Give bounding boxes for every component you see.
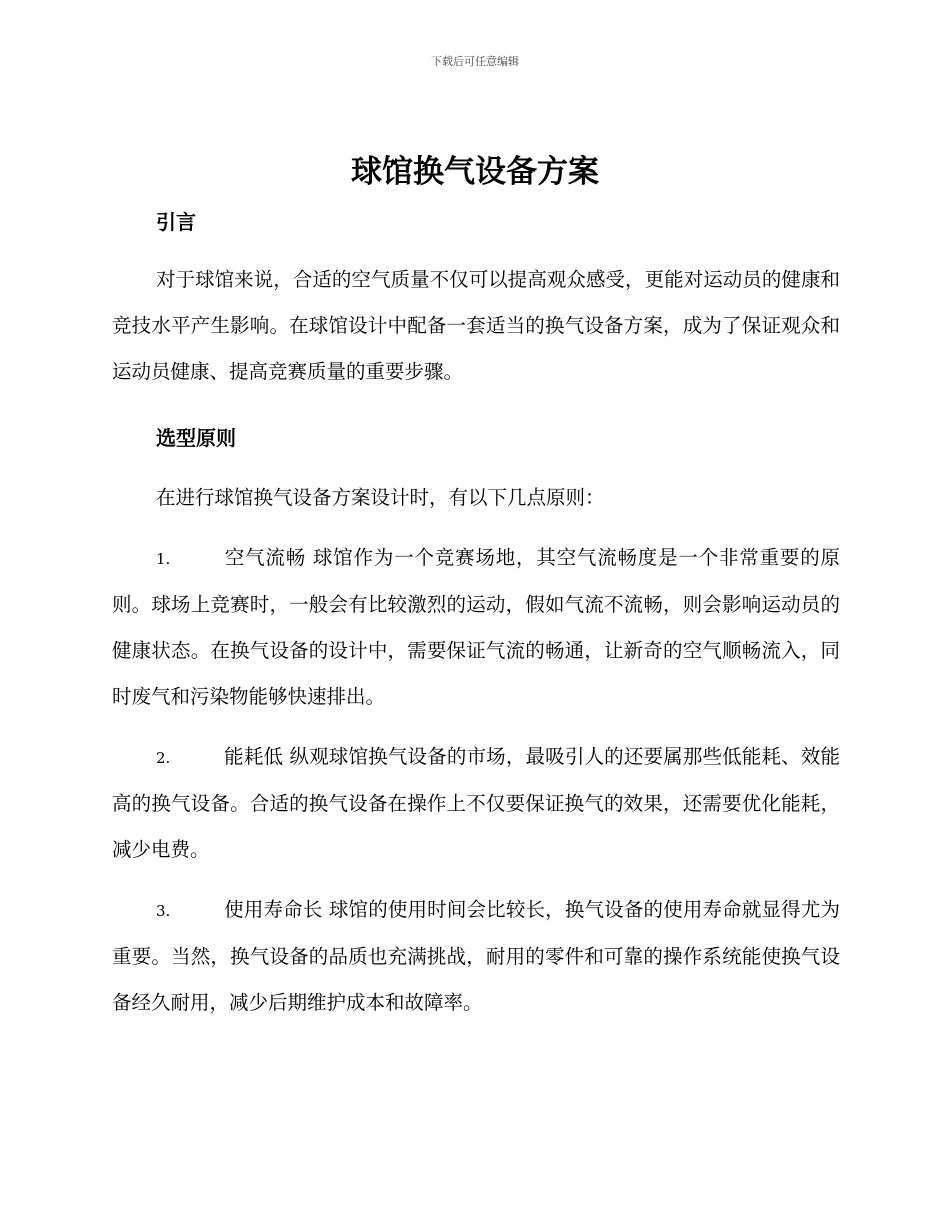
principles-heading: 选型原则 <box>156 426 236 450</box>
principle-text: 空气流畅 球馆作为一个竞赛场地，其空气流畅度是一个非常重要的原则。球场上竞赛时，一般会有比较激烈的运动，假如气流不流畅，则会影响运动员的健康状态。在换气设备的设计中，需要保证气流的畅通，让新奇的空气顺畅流入，同时废气和污染物能够快速排出。 <box>112 546 840 708</box>
principles-lead: 在进行球馆换气设备方案设计时，有以下几点原则： <box>156 486 605 509</box>
principle-item-3 <box>112 887 840 1026</box>
document-title: 球馆换气设备方案 <box>351 154 599 190</box>
principle-number: 3. <box>156 902 171 920</box>
principle-text: 使用寿命长 球馆的使用时间会比较长，换气设备的使用寿命就显得尤为重要。当然，换气设备的品质也充满挑战，耐用的零件和可靠的操作系统能使换气设备经久耐用，减少后期维护成本和故障率。 <box>112 898 840 1014</box>
principle-item-2 <box>112 734 840 873</box>
principle-number: 2. <box>156 749 171 767</box>
header-note: 下载后可任意编辑 <box>431 55 519 68</box>
intro-paragraph: 对于球馆来说，合适的空气质量不仅可以提高观众感受，更能对运动员的健康和竞技水平产生影响。在球馆设计中配备一套适当的换气设备方案，成为了保证观众和运动员健康、提高竞赛质量的重要步骤。 <box>112 268 840 383</box>
document-body <box>112 200 840 1026</box>
principle-text: 能耗低 纵观球馆换气设备的市场，最吸引人的还要属那些低能耗、效能高的换气设备。合适的换气设备在操作上不仅要保证换气的效果，还需要优化能耗，减少电费。 <box>112 745 840 861</box>
intro-heading: 引言 <box>156 210 196 234</box>
principle-number: 1. <box>156 550 171 568</box>
principle-item-1 <box>112 535 840 720</box>
